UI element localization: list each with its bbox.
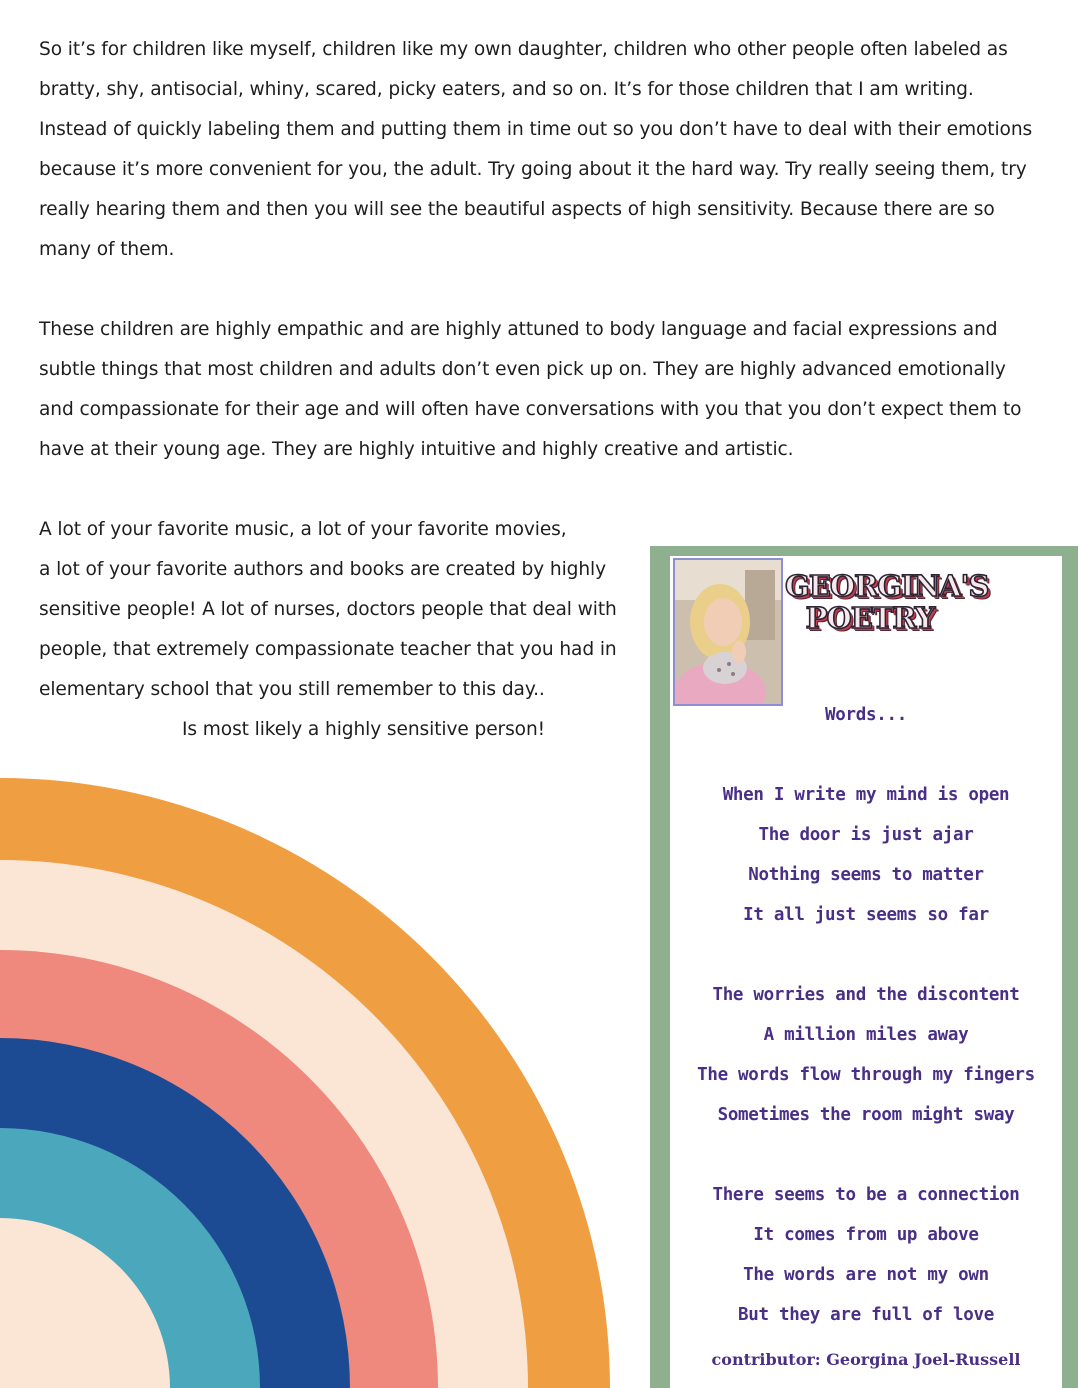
paragraph-line: elementary school that you still remember to this day.. xyxy=(39,679,545,700)
poem-line: It all just seems so far xyxy=(743,905,989,925)
paragraph-closing: Is most likely a highly sensitive person! xyxy=(182,719,545,740)
paragraph-line: sensitive people! A lot of nurses, doctors people that deal with xyxy=(39,599,617,620)
poem-line: The door is just ajar xyxy=(758,825,974,845)
poetry-card-inner xyxy=(670,556,1062,1388)
logo-line: POETRY xyxy=(805,601,935,635)
logo-line: GEORGINA'S xyxy=(785,569,989,603)
poetry-card xyxy=(650,546,1078,1388)
paragraph-line: people, that extremely compassionate teacher that you had in xyxy=(39,639,617,660)
paragraph-line: A lot of your favorite music, a lot of your favorite movies, xyxy=(39,519,567,540)
poem-line: There seems to be a connection xyxy=(712,1185,1020,1205)
poem-stanza-1 xyxy=(670,775,1062,935)
paragraph-favorites xyxy=(39,510,639,750)
paragraph-empathic: These children are highly empathic and are highly attuned to body language and facial expressions and subtle things that most children and adults don’t even pick up on. They are highly advanced emotionally and compassionate for their age and will often have conversations with you that you don’t expect them to have at their young age. They are highly intuitive and highly creative and artistic. xyxy=(39,319,1022,460)
poem-line: Nothing seems to matter xyxy=(748,865,984,885)
poem-stanza-3 xyxy=(670,1175,1062,1335)
paragraph-children: So it’s for children like myself, children like my own daughter, children who other people often labeled as bratty, shy, antisocial, whiny, scared, picky eaters, and so on. It’s for those children that I am writing. Instead of quickly labeling them and putting them in time out so you don’t have to deal with their emotions because it’s more convenient for you, the adult. Try going about it the hard way. Try really seeing them, try really hearing them and then you will see the beautiful aspects of high sensitivity. Because there are so many of them. xyxy=(39,39,1033,260)
poem-stanza-2 xyxy=(670,975,1062,1135)
poem-line: The words are not my own xyxy=(743,1265,989,1285)
poem-title: Words... xyxy=(825,705,907,725)
contributor-credit: contributor: Georgina Joel-Russell xyxy=(711,1350,1021,1369)
paragraph-line: a lot of your favorite authors and books are created by highly xyxy=(39,559,606,580)
poem-line: But they are full of love xyxy=(738,1305,994,1325)
poem-line: A million miles away xyxy=(763,1025,969,1045)
poem-line: It comes from up above xyxy=(753,1225,979,1245)
portrait-image xyxy=(675,560,781,704)
poem-line: The worries and the discontent xyxy=(712,985,1020,1005)
poem-line: The words flow through my fingers xyxy=(697,1065,1035,1085)
poem-line: Sometimes the room might sway xyxy=(717,1105,1015,1125)
author-photo xyxy=(673,558,783,706)
poem-line: When I write my mind is open xyxy=(722,785,1010,805)
georginas-poetry-logo xyxy=(785,569,989,635)
